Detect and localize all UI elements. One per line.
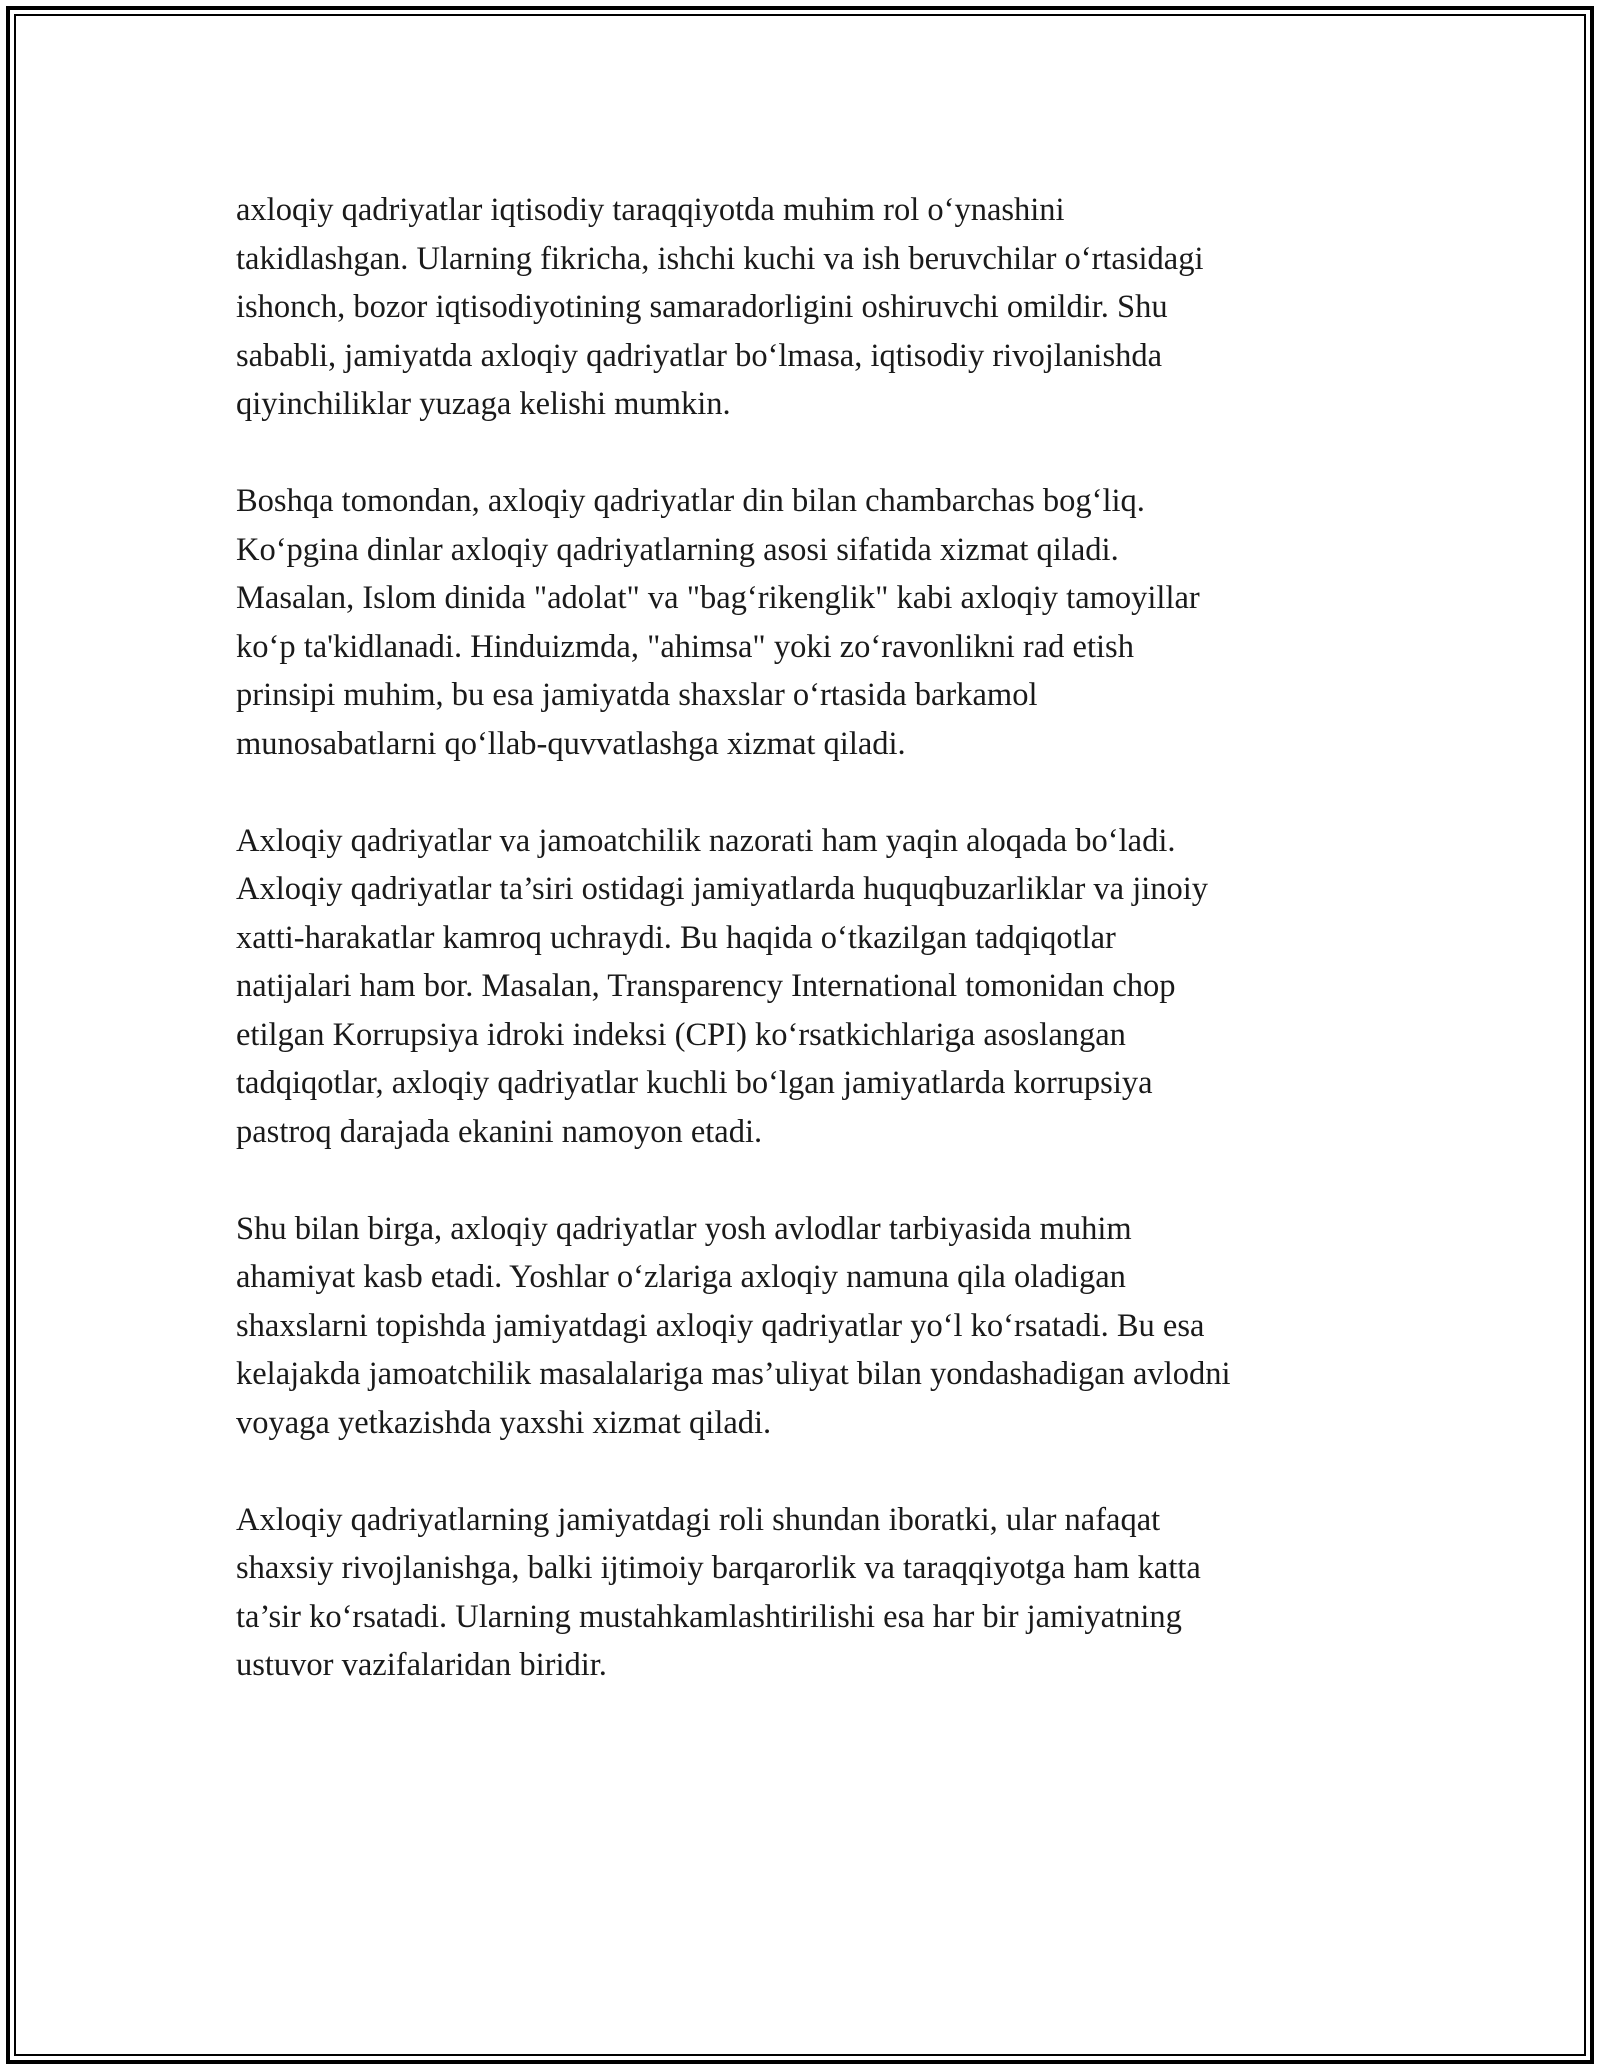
paragraph-4: Shu bilan birga, axloqiy qadriyatlar yosh avlodlar tarbiyasida muhim ahamiyat kasb etadi. Yoshlar o‘zlariga axloqiy namuna qila oladigan shaxslarni topishda jamiyatdagi axloqiy qadriyatlar yo‘l ko‘rsatadi. Bu esa kelajakda jamoatchilik masalalariga mas’uliyat bilan yondashadigan avlodni voyaga yetkazishda yaxshi xizmat qiladi. [236,1210,1231,1441]
paragraph-5: Axloqiy qadriyatlarning jamiyatdagi roli shundan iboratki, ular nafaqat shaxsiy rivojlanishga, balki ijtimoiy barqarorlik va taraqqiyotga ham katta ta’sir ko‘rsatadi. Ularning mustahkamlashtirilishi esa har bir jamiyatning ustuvor vazifalaridan biridir. [236,1501,1201,1683]
document-body [236,186,1376,1738]
paragraph-3: Axloqiy qadriyatlar va jamoatchilik nazorati ham yaqin aloqada bo‘ladi. Axloqiy qadriyatlar ta’siri ostidagi jamiyatlarda huquqbuzarliklar va jinoiy xatti-harakatlar kamroq uchraydi. Bu haqida o‘tkazilgan tadqiqotlar natijalari ham bor. Masalan, Transparency International tomonidan chop etilgan Korrupsiya idroki indeksi (CPI) ko‘rsatkichlariga asoslangan tadqiqotlar, axloqiy qadriyatlar kuchli bo‘lgan jamiyatlarda korrupsiya pastroq darajada ekanini namoyon etadi. [236,822,1209,1150]
paragraph-1: axloqiy qadriyatlar iqtisodiy taraqqiyotda muhim rol o‘ynashini takidlashgan. Ularning fikricha, ishchi kuchi va ish beruvchilar o‘rtasidagi ishonch, bozor iqtisodiyotining samaradorligini oshiruvchi omildir. Shu sababli, jamiyatda axloqiy qadriyatlar bo‘lmasa, iqtisodiy rivojlanishda qiyinchiliklar yuzaga kelishi mumkin. [236,192,1204,422]
paragraph-2: Boshqa tomondan, axloqiy qadriyatlar din bilan chambarchas bog‘liq. Ko‘pgina dinlar axloqiy qadriyatlarning asosi sifatida xizmat qiladi. Masalan, Islom dinida "adolat" va "bag‘rikenglik" kabi axloqiy tamoyillar ko‘p ta'kidlanadi. Hinduizmda, "ahimsa" yoki zo‘ravonlikni rad etish prinsipi muhim, bu esa jamiyatda shaxslar o‘rtasida barkamol munosabatlarni qo‘llab-quvvatlashga xizmat qiladi. [236,483,1200,762]
